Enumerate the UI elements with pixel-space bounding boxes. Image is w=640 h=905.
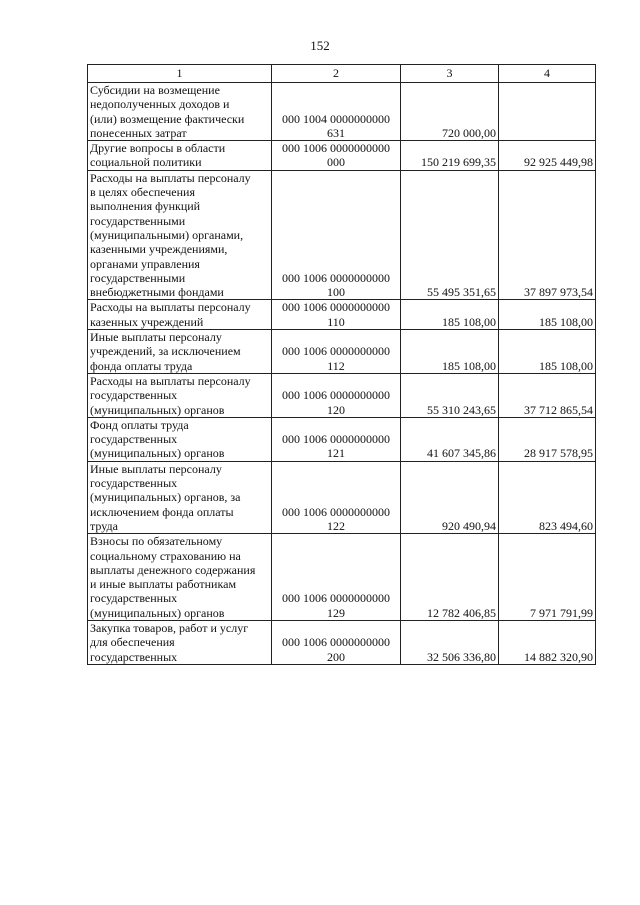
plan-amount: 55 310 243,65 <box>401 373 499 417</box>
expense-name: Иные выплаты персоналу государственных (муниципальных) органов, за исключением фонда оплаты труда <box>88 461 272 533</box>
plan-amount: 41 607 345,86 <box>401 417 499 461</box>
column-header: 4 <box>499 65 596 83</box>
table-row <box>88 170 596 300</box>
table-row <box>88 300 596 330</box>
fact-amount: 7 971 791,99 <box>499 534 596 621</box>
table-row <box>88 620 596 664</box>
plan-amount: 55 495 351,65 <box>401 170 499 300</box>
budget-table <box>87 64 596 665</box>
plan-amount: 150 219 699,35 <box>401 141 499 171</box>
plan-amount: 185 108,00 <box>401 330 499 374</box>
fact-amount: 92 925 449,98 <box>499 141 596 171</box>
budget-code: 000 1006 0000000000 129 <box>272 534 401 621</box>
budget-code: 000 1004 0000000000 631 <box>272 83 401 141</box>
budget-code: 000 1006 0000000000 121 <box>272 417 401 461</box>
table-row <box>88 534 596 621</box>
column-header: 1 <box>88 65 272 83</box>
expense-name: Расходы на выплаты персоналу государственных (муниципальных) органов <box>88 373 272 417</box>
budget-code: 000 1006 0000000000 100 <box>272 170 401 300</box>
fact-amount: 14 882 320,90 <box>499 620 596 664</box>
budget-code: 000 1006 0000000000 110 <box>272 300 401 330</box>
budget-code: 000 1006 0000000000 122 <box>272 461 401 533</box>
column-header: 3 <box>401 65 499 83</box>
table-row <box>88 373 596 417</box>
fact-amount: 28 917 578,95 <box>499 417 596 461</box>
expense-name: Субсидии на возмещение недополученных доходов и (или) возмещение фактически понесенных затрат <box>88 83 272 141</box>
fact-amount <box>499 83 596 141</box>
plan-amount: 920 490,94 <box>401 461 499 533</box>
fact-amount: 823 494,60 <box>499 461 596 533</box>
plan-amount: 32 506 336,80 <box>401 620 499 664</box>
budget-code: 000 1006 0000000000 112 <box>272 330 401 374</box>
table-row <box>88 141 596 171</box>
budget-code: 000 1006 0000000000 120 <box>272 373 401 417</box>
table-row <box>88 417 596 461</box>
table-row <box>88 461 596 533</box>
table-row <box>88 330 596 374</box>
expense-name: Расходы на выплаты персоналу казенных учреждений <box>88 300 272 330</box>
header-row <box>88 65 596 83</box>
table-row <box>88 83 596 141</box>
fact-amount: 37 712 865,54 <box>499 373 596 417</box>
column-header: 2 <box>272 65 401 83</box>
budget-code: 000 1006 0000000000 000 <box>272 141 401 171</box>
fact-amount: 185 108,00 <box>499 330 596 374</box>
expense-name: Другие вопросы в области социальной политики <box>88 141 272 171</box>
expense-name: Закупка товаров, работ и услуг для обеспечения государственных <box>88 620 272 664</box>
fact-amount: 37 897 973,54 <box>499 170 596 300</box>
budget-code: 000 1006 0000000000 200 <box>272 620 401 664</box>
plan-amount: 720 000,00 <box>401 83 499 141</box>
plan-amount: 12 782 406,85 <box>401 534 499 621</box>
fact-amount: 185 108,00 <box>499 300 596 330</box>
expense-name: Иные выплаты персоналу учреждений, за исключением фонда оплаты труда <box>88 330 272 374</box>
expense-name: Фонд оплаты труда государственных (муниципальных) органов <box>88 417 272 461</box>
page-number: 152 <box>310 38 330 53</box>
expense-name: Взносы по обязательному социальному страхованию на выплаты денежного содержания и иные выплаты работникам государственных (муниципальных) органов <box>88 534 272 621</box>
expense-name: Расходы на выплаты персоналу в целях обеспечения выполнения функций государственными (муниципальными) органами, казенными учреждениями, органами управления государственными внебюджетными фондами <box>88 170 272 300</box>
plan-amount: 185 108,00 <box>401 300 499 330</box>
